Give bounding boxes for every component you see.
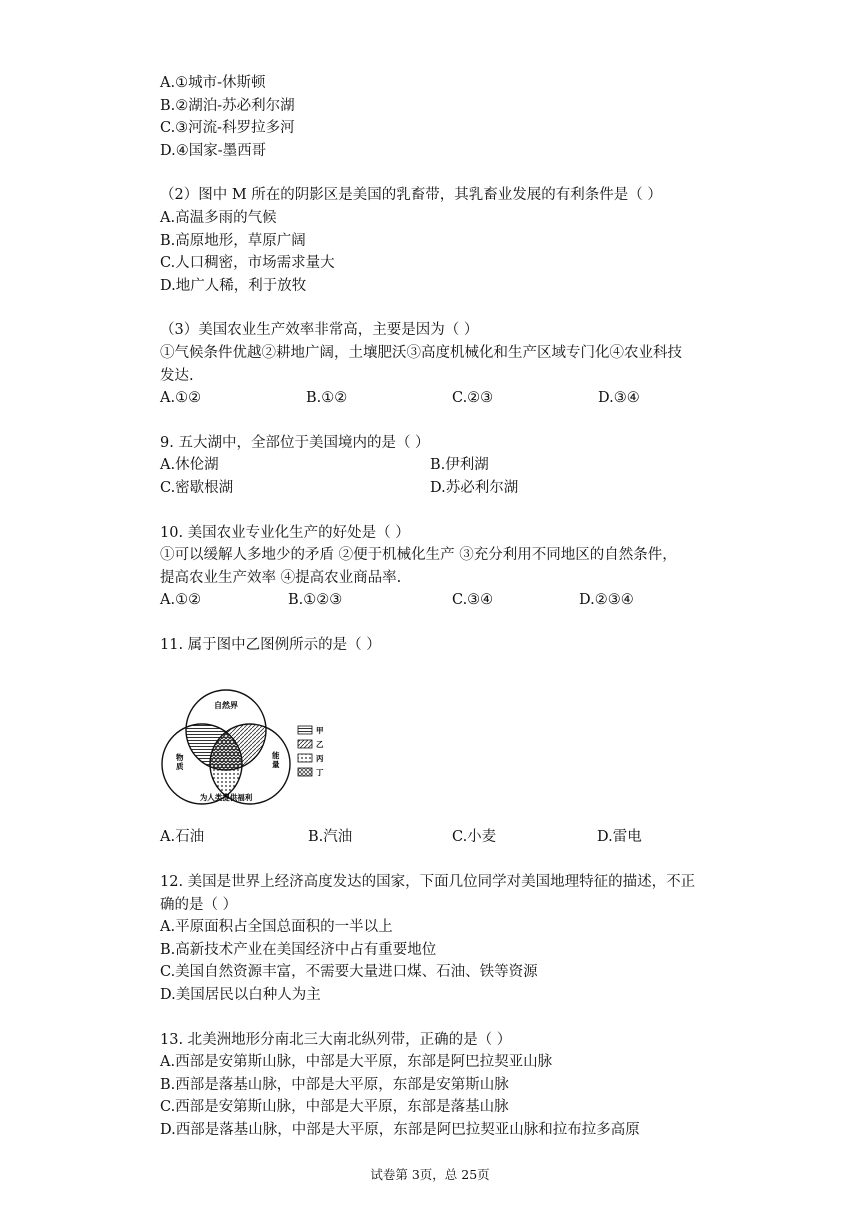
q9-stem: 9. 五大湖中，全部位于美国境内的是（ ）	[160, 434, 430, 451]
circle-right-label-2: 量	[272, 760, 280, 770]
option-b[interactable]: B.汽油	[308, 829, 353, 846]
q9-options-row1	[160, 454, 730, 477]
option-c[interactable]: C.③④	[452, 592, 494, 609]
q8-sub3-body-line2: 发达.	[160, 367, 194, 384]
q8-sub3-stem: （3）美国农业生产效率非常高，主要是因为（ ）	[160, 322, 479, 339]
option-b[interactable]: B.②湖泊-苏必利尔湖	[160, 97, 295, 114]
circle-left-label	[176, 752, 186, 771]
option-c[interactable]: C.密歇根湖	[160, 479, 234, 496]
option-d[interactable]: D.美国居民以白种人为主	[160, 987, 321, 1004]
option-d[interactable]: D.苏必利尔湖	[430, 479, 519, 496]
q11-stem: 11. 属于图中乙图例所示的是（ ）	[160, 636, 381, 653]
circle-right-label-1: 能	[272, 751, 280, 761]
page-footer: 试卷第 3页，总 25页	[370, 1167, 490, 1182]
q12-stem-line2: 确的是（ ）	[160, 896, 238, 913]
option-d[interactable]: D.西部是落基山脉，中部是大平原，东部是阿巴拉契亚山脉和拉布拉多高原	[160, 1122, 640, 1138]
option-a[interactable]: A.①城市-休斯顿	[160, 75, 266, 91]
option-c[interactable]: C.西部是安第斯山脉，中部是大平原，东部是落基山脉	[160, 1099, 509, 1116]
option-b[interactable]: B.西部是落基山脉，中部是大平原，东部是安第斯山脉	[160, 1076, 509, 1093]
circle-left-label-2: 质	[176, 762, 184, 772]
option-d[interactable]: D.③④	[598, 390, 640, 407]
option-a[interactable]: A.①②	[160, 390, 202, 407]
option-c[interactable]: C.人口稠密，市场需求量大	[160, 255, 335, 272]
q10-options	[160, 589, 730, 612]
legend	[298, 726, 324, 777]
exam-page	[160, 72, 730, 1142]
q10-body-line2: 提高农业生产效率 ④提高农业商品率.	[160, 569, 402, 586]
q11-options	[160, 826, 730, 849]
option-b[interactable]: B.①②	[306, 390, 348, 407]
circle-left-label-1: 物	[176, 753, 184, 763]
legend-label-ding: 丁	[316, 768, 324, 778]
option-b[interactable]: B.高原地形，草原广阔	[160, 232, 306, 249]
venn-diagram	[160, 688, 340, 818]
legend-label-jia: 甲	[316, 726, 324, 736]
legend-label-bing: 丙	[316, 754, 324, 764]
circle-bottom-label: 为人类提供福利	[199, 793, 253, 803]
option-d[interactable]: D.④国家-墨西哥	[160, 142, 267, 159]
option-b[interactable]: B.高新技术产业在美国经济中占有重要地位	[160, 941, 437, 958]
q8-sub2-stem: （2）图中 M 所在的阴影区是美国的乳畜带，其乳畜业发展的有利条件是（ ）	[160, 187, 662, 204]
option-a[interactable]: A.石油	[160, 829, 205, 846]
option-a[interactable]: A.休伦湖	[160, 457, 219, 474]
option-d[interactable]: D.雷电	[597, 829, 642, 846]
option-c[interactable]: C.美国自然资源丰富，不需要大量进口煤、石油、铁等资源	[160, 964, 538, 981]
option-c[interactable]: C.②③	[452, 390, 494, 407]
q10-body-line1: ①可以缓解人多地少的矛盾 ②便于机械化生产 ③充分利用不同地区的自然条件，	[160, 547, 677, 564]
circle-top-label: 自然界	[214, 701, 238, 711]
q13-stem: 13. 北美洲地形分南北三大南北纵列带，正确的是（ ）	[160, 1031, 512, 1048]
option-a[interactable]: A.高温多雨的气候	[160, 209, 277, 226]
q12-stem-line1: 12. 美国是世界上经济高度发达的国家，下面几位同学对美国地理特征的描述，不正	[160, 874, 696, 891]
option-b[interactable]: B.①②③	[288, 592, 343, 609]
option-a[interactable]: A.①②	[160, 592, 202, 609]
q8-sub3-options	[160, 387, 730, 410]
q8-sub3-body-line1: ①气候条件优越②耕地广阔，土壤肥沃③高度机械化和生产区域专门化④农业科技	[160, 344, 682, 361]
option-a[interactable]: A.平原面积占全国总面积的一半以上	[160, 919, 393, 936]
option-a[interactable]: A.西部是安第斯山脉，中部是大平原，东部是阿巴拉契亚山脉	[160, 1054, 553, 1071]
option-b[interactable]: B.伊利湖	[430, 457, 489, 474]
venn-diagram-figure	[160, 688, 730, 818]
option-c[interactable]: C.③河流-科罗拉多河	[160, 120, 295, 137]
q10-stem: 10. 美国农业专业化生产的好处是（ ）	[160, 524, 410, 541]
circle-right-label	[272, 750, 282, 769]
legend-label-yi: 乙	[316, 740, 324, 750]
option-c[interactable]: C.小麦	[452, 829, 497, 846]
q9-options-row2	[160, 477, 730, 500]
q8-sub1-options	[160, 72, 730, 162]
option-d[interactable]: D.②③④	[579, 592, 634, 609]
option-d[interactable]: D.地广人稀，利于放牧	[160, 277, 307, 294]
